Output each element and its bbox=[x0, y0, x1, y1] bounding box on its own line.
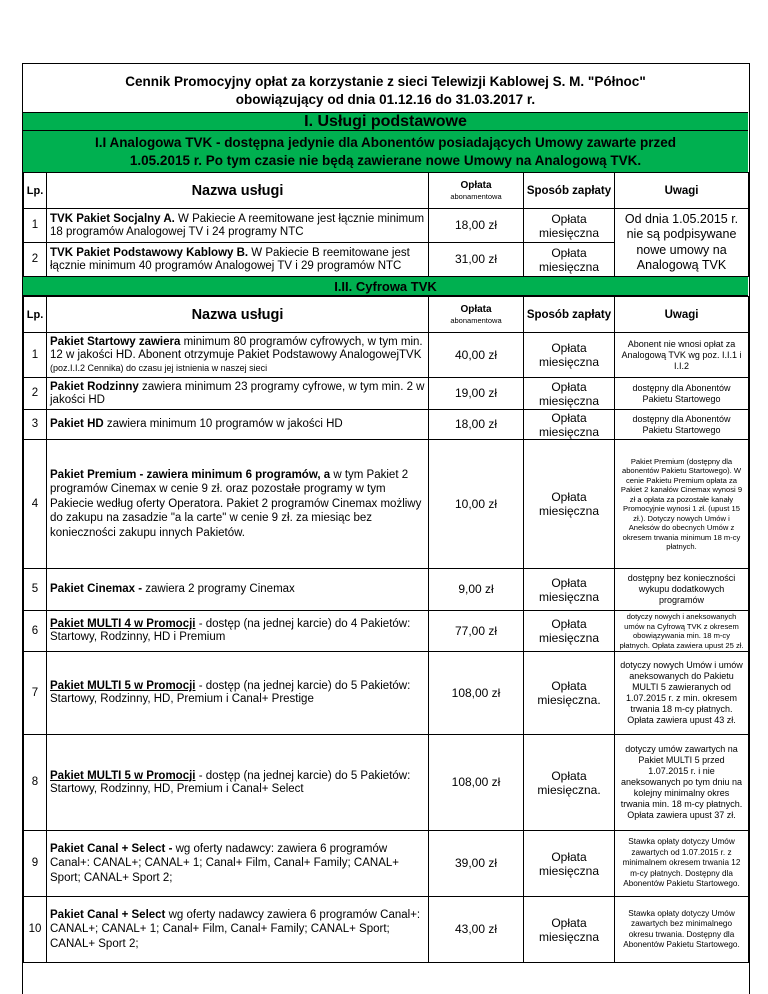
payment-method: Opłata miesięczna bbox=[524, 209, 615, 243]
fee-value: 108,00 zł bbox=[429, 735, 524, 831]
service-name: Pakiet Rodzinny zawiera minimum 23 programy cyfrowe, w tym min. 2 w jakości HD bbox=[47, 378, 429, 410]
fee-value: 39,00 zł bbox=[429, 831, 524, 897]
row-number: 1 bbox=[24, 333, 47, 378]
table-row bbox=[24, 611, 749, 652]
section-1-subtitle bbox=[23, 130, 748, 172]
row-number: 2 bbox=[24, 378, 47, 410]
notes-cell: Stawka opłaty dotyczy Umów zawartych bez minimalnego okresu trwania. Dostępny dla Abonentów Pakietu Startowego. bbox=[615, 897, 749, 963]
fee-value: 40,00 zł bbox=[429, 333, 524, 378]
row-number: 5 bbox=[24, 569, 47, 611]
service-name: Pakiet Canal + Select wg oferty nadawcy zawiera 6 programów Canal+: CANAL+; CANAL+ 1; Canal+ Film, Canal+ Family; CANAL+ Sport; CANAL+ Sport 2; bbox=[47, 897, 429, 963]
service-name: Pakiet HD zawiera minimum 10 programów w jakości HD bbox=[47, 410, 429, 440]
row-number: 4 bbox=[24, 440, 47, 569]
section-2-title: I.II. Cyfrowa TVK bbox=[23, 276, 748, 296]
analog-note: Od dnia 1.05.2015 r. nie są podpisywane nowe umowy na Analogową TVK bbox=[615, 209, 749, 277]
document-header bbox=[23, 64, 748, 112]
row-number: 2 bbox=[24, 243, 47, 277]
service-name: Pakiet MULTI 5 w Promocji - dostęp (na jednej karcie) do 5 Pakietów: Startowy, Rodzinny, HD, Premium i Canal+ Prestige bbox=[47, 652, 429, 735]
table-row bbox=[24, 831, 749, 897]
payment-method: Opłata miesięczna bbox=[524, 611, 615, 652]
payment-method: Opłata miesięczna bbox=[524, 243, 615, 277]
row-number: 7 bbox=[24, 652, 47, 735]
fee-value: 77,00 zł bbox=[429, 611, 524, 652]
table-row bbox=[24, 652, 749, 735]
notes-cell: dotyczy nowych i aneksowanych umów na Cyfrową TVK z okresem obowiązywania min. 18 m-cy płatnych. Opłata zawiera upust 25 zł. bbox=[615, 611, 749, 652]
table-row bbox=[24, 735, 749, 831]
fee-value: 18,00 zł bbox=[429, 209, 524, 243]
notes-cell: dotyczy nowych Umów i umów aneksowanych do Pakietu MULTI 5 zawieranych od 1.07.2015 r. z min. okresem trwania 18 m-cy płatnych. Opłata zawiera upust 43 zł. bbox=[615, 652, 749, 735]
subtitle-line-1: I.I Analogowa TVK - dostępna jedynie dla Abonentów posiadających Umowy zawarte przed bbox=[94, 135, 677, 150]
service-name: Pakiet Canal + Select - wg oferty nadawcy: zawiera 6 programów Canal+: CANAL+; CANAL+ 1; Canal+ Film, Canal+ Family; CANAL+ Sport; CANAL+ Sport 2; bbox=[47, 831, 429, 897]
section-1-title: I. Usługi podstawowe bbox=[23, 112, 748, 130]
col-name-header: Nazwa usługi bbox=[47, 297, 429, 333]
col-payment-header: Sposób zapłaty bbox=[524, 173, 615, 209]
fee-value: 43,00 zł bbox=[429, 897, 524, 963]
service-name: Pakiet Startowy zawiera minimum 80 programów cyfrowych, w tym min. 12 w jakości HD. Abonent otrzymuje Pakiet Podstawowy AnalogowejTVK (poz.I.I.2 Cennika) do czasu jej istnienia w naszej sieci bbox=[47, 333, 429, 378]
notes-cell: dostępny dla Abonentów Pakietu Startowego bbox=[615, 410, 749, 440]
service-name: TVK Pakiet Socjalny A. W Pakiecie A reemitowane jest łącznie minimum 18 programów Analogowej TV i 24 programy NTC bbox=[47, 209, 429, 243]
col-name-header: Nazwa usługi bbox=[47, 173, 429, 209]
table-row bbox=[24, 440, 749, 569]
header-line-2: obowiązujący od dnia 01.12.16 do 31.03.2017 r. bbox=[235, 92, 536, 107]
price-list-document bbox=[22, 63, 750, 994]
fee-value: 108,00 zł bbox=[429, 652, 524, 735]
notes-cell: Stawka opłaty dotyczy Umów zawartych od 1.07.2015 r. z minimalnem okresem trwania 12 m-cy płatnych. Dostępny dla Abonentów Pakietu Startowego. bbox=[615, 831, 749, 897]
col-fee-header: Opłata abonamentowa bbox=[429, 297, 524, 333]
col-payment-header: Sposób zapłaty bbox=[524, 297, 615, 333]
fee-value: 19,00 zł bbox=[429, 378, 524, 410]
fee-value: 31,00 zł bbox=[429, 243, 524, 277]
notes-cell: dostępny dla Abonentów Pakietu Startowego bbox=[615, 378, 749, 410]
row-number: 10 bbox=[24, 897, 47, 963]
payment-method: Opłata miesięczna. bbox=[524, 735, 615, 831]
service-name: Pakiet MULTI 5 w Promocji - dostęp (na jednej karcie) do 5 Pakietów: Startowy, Rodzinny, HD, Premium i Canal+ Select bbox=[47, 735, 429, 831]
subtitle-line-2: 1.05.2015 r. Po tym czasie nie będą zawierane nowe Umowy na Analogową TVK. bbox=[129, 153, 642, 168]
row-number: 6 bbox=[24, 611, 47, 652]
service-name: Pakiet Premium - zawiera minimum 6 programów, a w tym Pakiet 2 programów Cinemax w cenie 9 zł. oraz pozostałe programy w tym Pakiecie według oferty Operatora. Pakiet 2 programów Cinemax możliwy do zakupu na zasadzie "a la carte" w cenie 9 zł. za miesiąc bez konieczności zakupu innych Pakietów. bbox=[47, 440, 429, 569]
col-lp-header: Lp. bbox=[24, 297, 47, 333]
table-row bbox=[24, 378, 749, 410]
service-name: TVK Pakiet Podstawowy Kablowy B. W Pakiecie B reemitowane jest łącznie minimum 40 programów Analogowej TV i 29 programów NTC bbox=[47, 243, 429, 277]
row-number: 1 bbox=[24, 209, 47, 243]
table-row bbox=[24, 897, 749, 963]
col-fee-header: Opłata abonamentowa bbox=[429, 173, 524, 209]
col-lp-header: Lp. bbox=[24, 173, 47, 209]
payment-method: Opłata miesięczna bbox=[524, 333, 615, 378]
service-name: Pakiet MULTI 4 w Promocji - dostęp (na jednej karcie) do 4 Pakietów: Startowy, Rodzinny, HD i Premium bbox=[47, 611, 429, 652]
col-notes-header: Uwagi bbox=[615, 297, 749, 333]
row-number: 8 bbox=[24, 735, 47, 831]
row-number: 3 bbox=[24, 410, 47, 440]
payment-method: Opłata miesięczna bbox=[524, 569, 615, 611]
payment-method: Opłata miesięczna bbox=[524, 410, 615, 440]
table-row bbox=[24, 410, 749, 440]
table-row bbox=[24, 569, 749, 611]
analog-table bbox=[23, 172, 749, 277]
notes-cell: Pakiet Premium (dostępny dla abonentów Pakietu Startowego). W cenie Pakietu Premium opłata za Pakiet 2 kanałów Cinemax wynosi 9 zł a opłata za pozostałe kanały Promocyjnie wynosi 1 zł. (upust 15 zł.). Dotyczy nowych Umów i Aneksów do obecnych Umów z okresem trwania minimum 18 m-cy płatnych. bbox=[615, 440, 749, 569]
payment-method: Opłata miesięczna bbox=[524, 440, 615, 569]
notes-cell: dotyczy umów zawartych na Pakiet MULTI 5 przed 1.07.2015 r. i nie aneksowanych po tym dniu na kolejny minimalny okres trwania min. 18 m-cy płatnych. Opłata zawiera upust 37 zł. bbox=[615, 735, 749, 831]
table-row bbox=[24, 209, 749, 243]
fee-value: 18,00 zł bbox=[429, 410, 524, 440]
row-number: 9 bbox=[24, 831, 47, 897]
digital-table bbox=[23, 296, 749, 963]
fee-value: 10,00 zł bbox=[429, 440, 524, 569]
payment-method: Opłata miesięczna. bbox=[524, 652, 615, 735]
service-name: Pakiet Cinemax - zawiera 2 programy Cinemax bbox=[47, 569, 429, 611]
table-row bbox=[24, 333, 749, 378]
notes-cell: dostępny bez konieczności wykupu dodatkowych programów bbox=[615, 569, 749, 611]
payment-method: Opłata miesięczna bbox=[524, 378, 615, 410]
col-notes-header: Uwagi bbox=[615, 173, 749, 209]
payment-method: Opłata miesięczna bbox=[524, 831, 615, 897]
fee-value: 9,00 zł bbox=[429, 569, 524, 611]
notes-cell: Abonent nie wnosi opłat za Analogową TVK wg poz. I.I.1 i I.I.2 bbox=[615, 333, 749, 378]
header-line-1: Cennik Promocyjny opłat za korzystanie z sieci Telewizji Kablowej S. M. "Północ" bbox=[125, 74, 646, 89]
payment-method: Opłata miesięczna bbox=[524, 897, 615, 963]
